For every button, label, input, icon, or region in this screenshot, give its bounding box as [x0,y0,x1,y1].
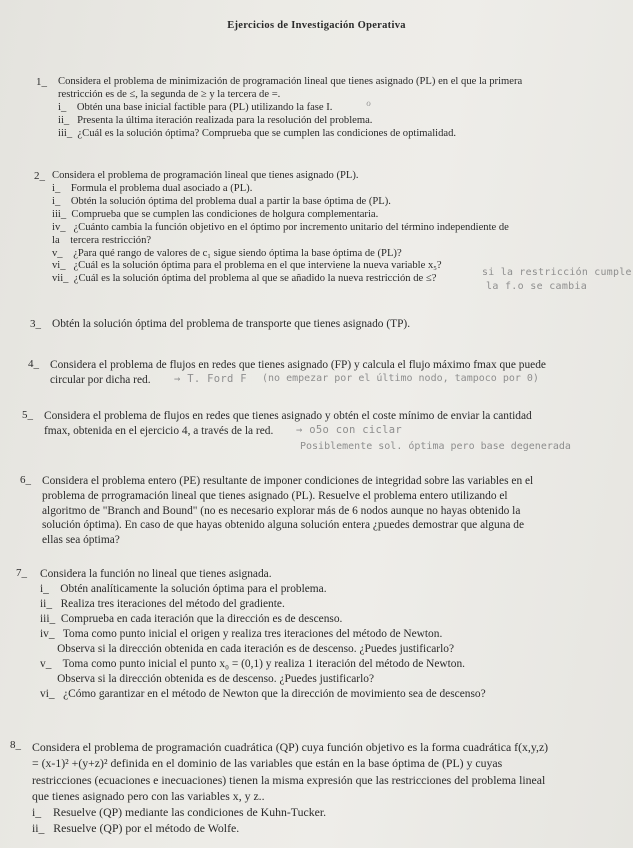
exercise-6-line-2: problema de prrogramación lineal que tienes asignado (PL). Resuelve el problema entero utilizando el [42,489,508,502]
exercise-7-item-ii: ii_ Realiza tres iteraciones del método del gradiente. [40,598,285,611]
exercise-8-item-i: i_ Resuelve (QP) mediante las condiciones de Kuhn-Tucker. [32,805,327,820]
exercise-6 [42,474,630,548]
exercise-1-item-ii: ii_ Presenta la última iteración realizada para la resolución del problema. [58,114,373,126]
exercise-5-handwritten-note-2: Posiblemente sol. óptima pero base degenerada [300,441,571,452]
exercise-7-item-v-cont: Observa si la dirección obtenida es de descenso. ¿Puedes justificarlo? [40,673,375,686]
exercise-5-line-1: Considera el problema de flujos en redes que tienes asignado y obtén el coste mínimo de enviar la cantidad [44,410,532,422]
exercise-7-item-iv-cont: Observa si la dirección obtenida en cada iteración es de descenso. ¿Puedes justificarlo? [40,643,455,656]
exercise-8-item-ii: ii_ Resuelve (QP) por el método de Wolfe. [32,821,240,836]
exercise-6-line-1: Considera el problema entero (PE) resultante de imponer condiciones de integridad sobre las variables en el [42,475,534,487]
exercise-2-item-iv-cont: la tercera restricción? [52,234,152,246]
exercise-4-line-2: circular por dicha red. [50,374,151,387]
exercise-2-item-i: i_ Formula el problema dual asociado a (PL). [52,182,253,194]
exercise-4-number: 4_ [28,358,39,370]
exercise-1-item-iii: iii_ ¿Cuál es la solución óptima? Comprueba que se cumplen las condiciones de optimalidad. [58,127,457,139]
exercise-2-handwritten-note-1: si la restricción cumple [482,267,632,278]
exercise-2-handwritten-note-2: la f.o se cambia [486,281,588,292]
exercise-3-line-1: Obtén la solución óptima del problema de transporte que tienes asignado (TP). [52,318,411,330]
exercise-2-number: 2_ [34,170,45,182]
exercise-1-pencil-mark: ℴ [366,96,372,109]
exercise-8-line-1: Considera el problema de programación cuadrática (QP) cuya función objetivo es la forma cuadrática f(x,y,z) [32,740,549,754]
exercise-4-handwritten-note-b: (no empezar por el último nodo, tampoco por 0) [262,373,539,384]
exercise-1-line-2: restricción es de ≤, la segunda de ≥ y la tercera de =. [58,88,281,100]
exercise-8-line-2: = (x-1)² +(y+z)² definida en el dominio de las variables que están en la base óptima de (PL) y cuyas [32,756,503,771]
exercise-6-line-5: ellas sea óptima? [42,534,120,547]
exercise-1-number: 1_ [36,76,47,88]
exercise-8 [32,739,630,837]
exercise-7-item-vi: vi_ ¿Cómo garantizar en el método de Newton que la dirección de movimiento sea de descenso? [40,688,486,701]
exercise-3 [52,318,622,332]
exercise-5-handwritten-note-1: → o5o con ciclar [296,424,402,436]
exercise-7-item-iii: iii_ Comprueba en cada iteración que la dirección es de descenso. [40,613,343,626]
exercise-4-handwritten-note-a: → T. Ford F [174,373,247,385]
exercise-1-line-1: Considera el problema de minimización de programación lineal que tienes asignado (PL) en el que la primera [58,76,523,87]
exercise-7-line-1: Considera la función no lineal que tienes asignada. [40,568,272,580]
exercise-2-item-iii: iii_ Comprueba que se cumplen las condiciones de holgura complementaria. [52,208,379,220]
exercise-7-item-v: v_ Toma como punto inicial el punto x₀ = (0,1) y realiza 1 iteración del método de Newton. [40,658,466,671]
exercise-2-item-vii: vii_ ¿Cuál es la solución óptima del problema al que se añadido la nueva restricción de ≤? [52,273,437,285]
page-title: Ejercicios de Investigación Operativa [227,20,406,31]
exercise-7-item-iv: iv_ Toma como punto inicial el origen y realiza tres iteraciones del método de Newton. [40,628,443,641]
exercise-5-line-2: fmax, obtenida en el ejercicio 4, a través de la red. [44,425,274,438]
exercise-6-line-3: algoritmo de "Branch and Bound" (no es necesario explorar más de 6 nodos aunque no hayas obtenido la [42,504,521,517]
exercise-2-item-vi: vi_ ¿Cuál es la solución óptima para el problema en el que interviene la nueva variable x₅? [52,260,442,272]
exercise-3-number: 3_ [30,318,41,330]
exercise-7-number: 7_ [16,567,27,579]
exercise-5-number: 5_ [22,409,33,421]
exercise-1 [58,76,618,141]
exercise-8-line-3: restricciones (ecuaciones e inecuaciones) tienen la misma expresión que las restricciones del problema lineal [32,772,546,787]
exercise-7 [40,567,630,702]
exercise-8-number: 8_ [10,739,21,751]
exercise-6-line-4: solución óptima). En caso de que hayas obtenido alguna solución entera ¿puedes demostrar que alguna de [42,519,525,532]
exercise-1-item-i: i_ Obtén una base inicial factible para (PL) utilizando la fase I. [58,101,333,113]
exercise-2-line-1: Considera el problema de programación lineal que tienes asignado (PL). [52,170,359,181]
exercise-2-item-v: v_ ¿Para qué rango de valores de c₁ sigue siendo óptima la base óptima de (PL)? [52,247,402,259]
exercise-8-line-4: que tienes asignado pero con las variables x, y z.. [32,788,265,803]
exercise-2-item-ii: i_ Obtén la solución óptima del problema dual a partir la base óptima de (PL). [52,195,391,207]
exercise-6-number: 6_ [20,474,31,486]
exercise-4-line-1: Considera el problema de flujos en redes que tienes asignado (FP) y calcula el flujo máximo fmax que puede [50,359,546,371]
exercise-2-item-iv: iv_ ¿Cuánto cambia la función objetivo en el óptimo por incremento unitario del término independiente de [52,221,509,233]
exercise-7-item-i: i_ Obtén analíticamente la solución óptima para el problema. [40,583,327,596]
